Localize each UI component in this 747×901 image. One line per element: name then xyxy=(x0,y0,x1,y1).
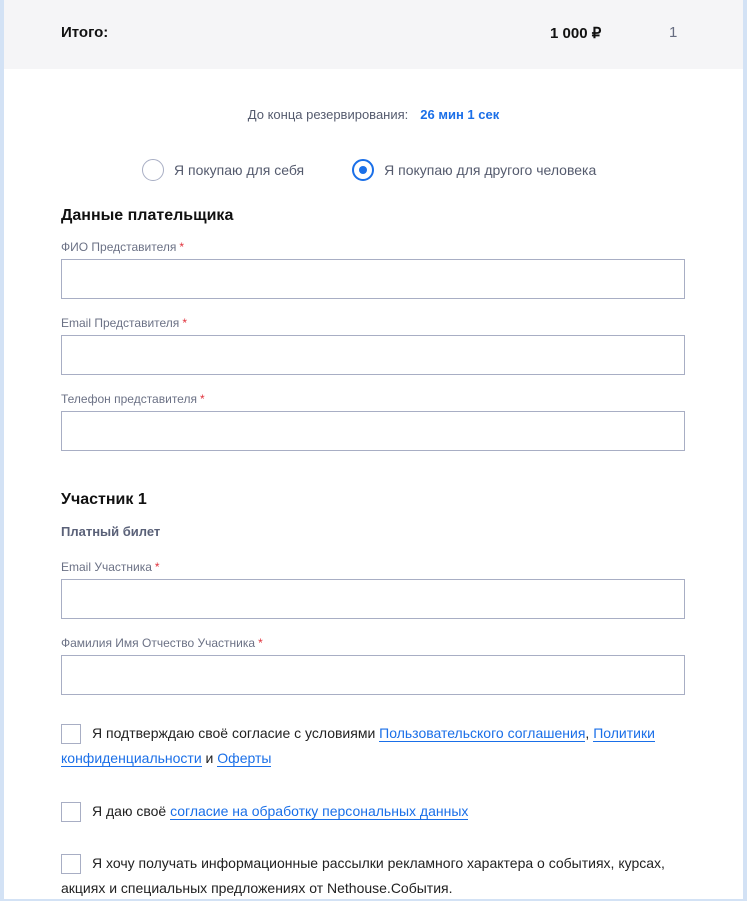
personal-data-checkbox[interactable] xyxy=(61,802,81,822)
privacy-policy-link[interactable]: Политики конфиденциальности xyxy=(61,725,655,766)
total-sum: 1 000 ₽ xyxy=(550,25,602,42)
radio-circle[interactable] xyxy=(142,159,164,181)
timer-label: До конца резервирования: xyxy=(247,107,409,122)
payer-email-input[interactable] xyxy=(61,335,685,375)
terms-consent-text: Я подтверждаю своё согласие с условиями Пользовательского соглашения, Политики конфиденциальности и Оферты xyxy=(61,725,655,766)
field-label: Телефон представителя * xyxy=(61,392,205,406)
personal-data-link[interactable]: согласие на обработку персональных данных xyxy=(170,803,469,819)
buyer-type-radio-group xyxy=(142,159,644,181)
field-label: Фамилия Имя Отчество Участника * xyxy=(61,636,263,650)
payer-phone-input[interactable] xyxy=(61,411,685,451)
personal-data-consent-text: Я даю своё согласие на обработку персональных данных xyxy=(92,803,469,819)
timer-value: 26 мин 1 сек xyxy=(420,107,500,122)
offer-link[interactable]: Оферты xyxy=(217,750,272,766)
total-bar xyxy=(4,0,743,69)
radio-self[interactable] xyxy=(142,159,304,181)
radio-label: Я покупаю для другого человека xyxy=(384,162,597,178)
total-qty: 1 xyxy=(669,24,678,41)
reservation-timer xyxy=(4,107,743,122)
payer-name-input[interactable] xyxy=(61,259,685,299)
ticket-type: Платный билет xyxy=(61,524,161,539)
participant-title: Участник 1 xyxy=(61,491,147,508)
radio-circle-selected[interactable] xyxy=(352,159,374,181)
payer-title: Данные плательщика xyxy=(61,207,234,224)
field-label: Email Представителя * xyxy=(61,316,187,330)
participant-name-input[interactable] xyxy=(61,655,685,695)
checkout-panel xyxy=(4,0,743,899)
newsletter-consent-text: Я хочу получать информационные рассылки рекламного характера о событиях, курсах, акциях и специальных предложениях от Nethouse.События. xyxy=(61,855,665,896)
participant-email-input[interactable] xyxy=(61,579,685,619)
radio-label: Я покупаю для себя xyxy=(174,162,305,178)
field-label: Email Участника * xyxy=(61,560,160,574)
field-label: ФИО Представителя * xyxy=(61,240,185,254)
total-label: Итого: xyxy=(61,24,109,41)
radio-other[interactable] xyxy=(352,159,596,181)
user-agreement-link[interactable]: Пользовательского соглашения xyxy=(379,725,586,741)
